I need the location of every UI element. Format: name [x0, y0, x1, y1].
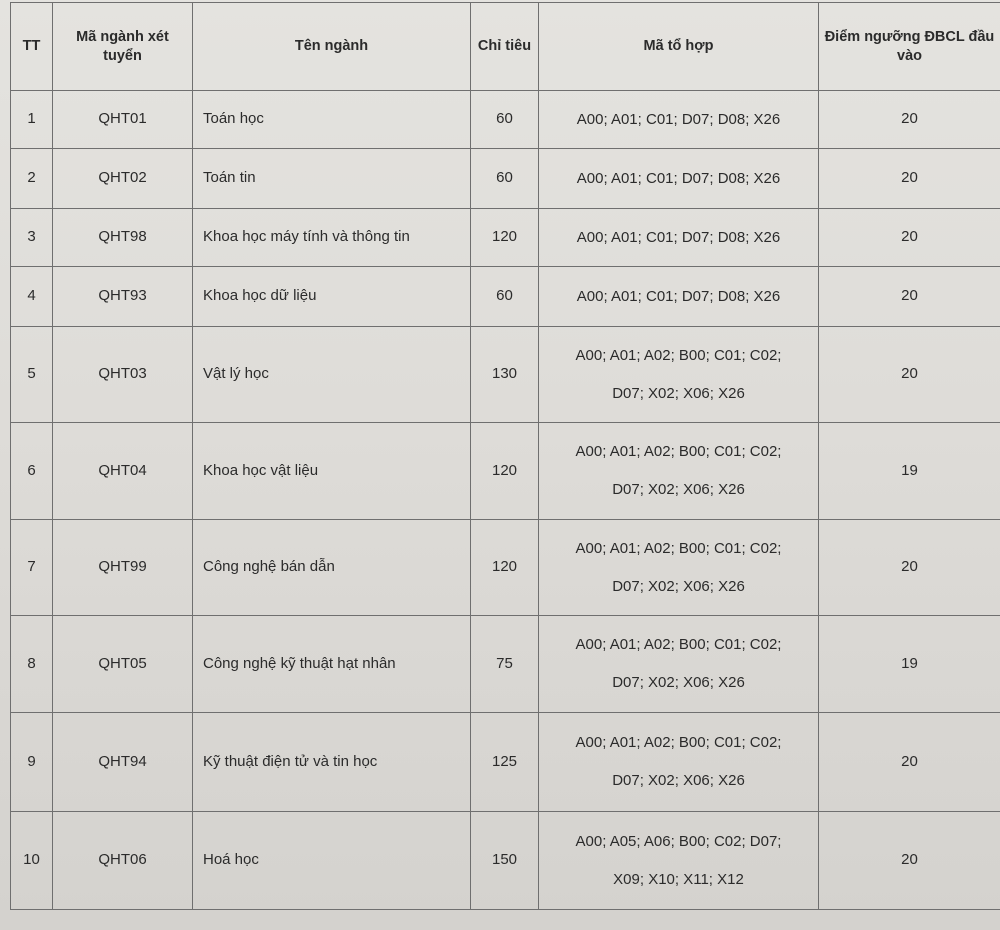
threshold-score: 20: [819, 91, 1000, 149]
major-name: Hoá học: [193, 812, 471, 910]
threshold-score: 20: [819, 267, 1000, 327]
quota-value: 60: [471, 149, 539, 209]
subject-combinations: [539, 327, 819, 423]
combination-line: D07; X02; X06; X26: [612, 577, 745, 595]
threshold-score: 20: [819, 327, 1000, 423]
row-number: 5: [11, 327, 53, 423]
table-row: [11, 423, 1000, 520]
major-name: Công nghệ kỹ thuật hạt nhân: [193, 616, 471, 713]
combination-line: D07; X02; X06; X26: [612, 481, 745, 498]
threshold-score: 20: [819, 520, 1000, 616]
major-code: QHT98: [53, 209, 193, 267]
subject-combinations: [539, 149, 819, 209]
subject-combinations: [539, 616, 819, 713]
table-row: [11, 209, 1000, 267]
threshold-score: 19: [819, 616, 1000, 713]
combination-line: A00; A01; C01; D07; D08; X26: [576, 169, 781, 187]
threshold-score: 20: [819, 149, 1000, 209]
row-number: 6: [11, 423, 53, 520]
combination-line: A00; A01; C01; D07; D08; X26: [576, 287, 781, 305]
header-code: Mã ngành xét tuyển: [53, 3, 193, 91]
admissions-table: [10, 2, 1000, 910]
major-name: Khoa học vật liệu: [193, 423, 471, 520]
threshold-score: 20: [819, 713, 1000, 812]
subject-combinations: [539, 209, 819, 267]
table-row: [11, 812, 1000, 910]
major-name: Khoa học dữ liệu: [193, 267, 471, 327]
table-row: [11, 267, 1000, 327]
header-tt: TT: [11, 3, 53, 91]
header-name: Tên ngành: [193, 3, 471, 91]
table-row: [11, 91, 1000, 149]
table-row: [11, 149, 1000, 209]
major-name: Toán học: [193, 91, 471, 149]
subject-combinations: [539, 423, 819, 520]
row-number: 7: [11, 520, 53, 616]
header-quota: Chỉ tiêu: [471, 3, 539, 91]
combination-line: D07; X02; X06; X26: [612, 772, 745, 789]
subject-combinations: [539, 91, 819, 149]
header-row: [11, 3, 1000, 91]
quota-value: 60: [471, 91, 539, 149]
major-code: QHT05: [53, 616, 193, 713]
header-score: Điểm ngưỡng ĐBCL đầu vào: [819, 3, 1000, 91]
subject-combinations: [539, 812, 819, 910]
major-name: Khoa học máy tính và thông tin: [193, 209, 471, 267]
subject-combinations: [539, 713, 819, 812]
quota-value: 75: [471, 616, 539, 713]
major-code: QHT94: [53, 713, 193, 812]
combination-line: D07; X02; X06; X26: [612, 384, 745, 402]
quota-value: 120: [471, 423, 539, 520]
row-number: 10: [11, 812, 53, 910]
major-name: Công nghệ bán dẫn: [193, 520, 471, 616]
major-code: QHT02: [53, 149, 193, 209]
major-name: Vật lý học: [193, 327, 471, 423]
combination-line: A00; A05; A06; B00; C02; D07;: [575, 832, 782, 850]
quota-value: 60: [471, 267, 539, 327]
quota-value: 120: [471, 520, 539, 616]
combination-line: A00; A01; A02; B00; C01; C02;: [575, 636, 782, 653]
table-row: [11, 327, 1000, 423]
row-number: 3: [11, 209, 53, 267]
row-number: 2: [11, 149, 53, 209]
combination-line: A00; A01; C01; D07; D08; X26: [576, 228, 781, 246]
major-code: QHT93: [53, 267, 193, 327]
threshold-score: 20: [819, 812, 1000, 910]
major-name: Toán tin: [193, 149, 471, 209]
threshold-score: 20: [819, 209, 1000, 267]
combination-line: A00; A01; A02; B00; C01; C02;: [575, 443, 782, 460]
combination-line: A00; A01; A02; B00; C01; C02;: [575, 539, 782, 557]
combination-line: A00; A01; A02; B00; C01; C02;: [575, 734, 782, 751]
quota-value: 130: [471, 327, 539, 423]
quota-value: 150: [471, 812, 539, 910]
subject-combinations: [539, 267, 819, 327]
row-number: 8: [11, 616, 53, 713]
major-name: Kỹ thuật điện tử và tin học: [193, 713, 471, 812]
row-number: 1: [11, 91, 53, 149]
table-row: [11, 616, 1000, 713]
table-body: [11, 91, 1000, 910]
major-code: QHT06: [53, 812, 193, 910]
major-code: QHT01: [53, 91, 193, 149]
table-row: [11, 520, 1000, 616]
subject-combinations: [539, 520, 819, 616]
row-number: 9: [11, 713, 53, 812]
table-row: [11, 713, 1000, 812]
combination-line: D07; X02; X06; X26: [612, 674, 745, 691]
header-combo: Mã tổ hợp: [539, 3, 819, 91]
row-number: 4: [11, 267, 53, 327]
major-code: QHT99: [53, 520, 193, 616]
threshold-score: 19: [819, 423, 1000, 520]
quota-value: 125: [471, 713, 539, 812]
combination-line: A00; A01; C01; D07; D08; X26: [576, 110, 781, 128]
combination-line: A00; A01; A02; B00; C01; C02;: [575, 346, 782, 364]
major-code: QHT03: [53, 327, 193, 423]
combination-line: X09; X10; X11; X12: [613, 870, 744, 888]
major-code: QHT04: [53, 423, 193, 520]
quota-value: 120: [471, 209, 539, 267]
